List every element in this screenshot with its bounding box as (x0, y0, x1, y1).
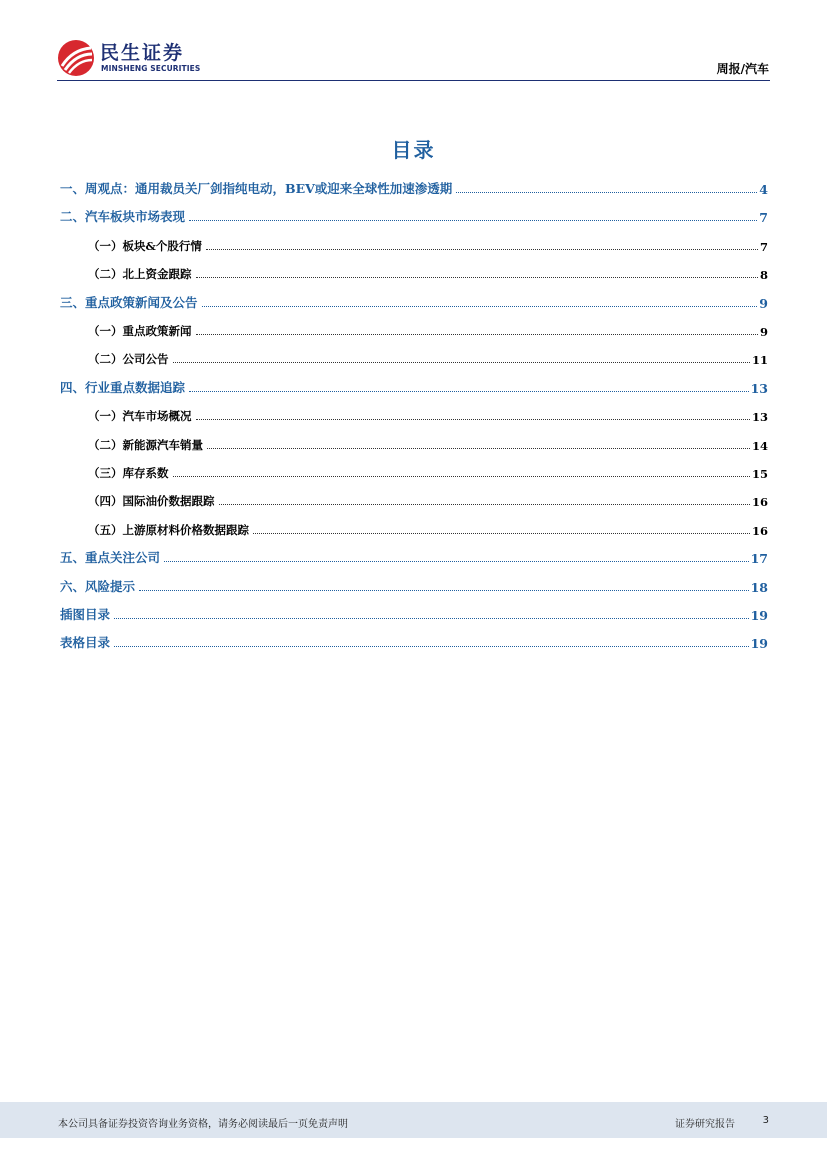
toc-entry-page: 7 (759, 210, 768, 225)
page-footer (0, 1102, 827, 1138)
toc-entry-page: 13 (751, 410, 768, 424)
toc-entry[interactable] (60, 605, 768, 623)
company-logo (57, 36, 217, 80)
toc-entry-page: 16 (751, 495, 768, 509)
toc-dot-leader (206, 249, 758, 250)
toc-entry[interactable] (60, 207, 768, 225)
toc-entry[interactable] (88, 520, 768, 538)
minsheng-logo-icon (57, 39, 95, 77)
toc-dot-leader (196, 419, 750, 420)
toc-entry-page: 15 (751, 467, 768, 481)
toc-entry-page: 19 (750, 608, 768, 623)
toc-dot-leader (189, 220, 757, 221)
toc-dot-leader (114, 618, 749, 619)
toc-entry[interactable] (60, 633, 768, 651)
toc-title: 目录 (391, 138, 436, 162)
toc-entry-label: 二、汽车板块市场表现 (60, 209, 186, 224)
toc-entry-page: 9 (759, 325, 768, 339)
toc-entry-label: （二）北上资金跟踪 (88, 267, 192, 281)
toc-entry-page: 4 (759, 182, 768, 197)
toc-entry[interactable] (88, 236, 768, 254)
toc-entry-label: （三）库存系数 (88, 466, 169, 480)
toc-entry-label: （一）汽车市场概况 (88, 409, 192, 423)
toc-entry-label: 五、重点关注公司 (60, 550, 161, 565)
toc-entry-page: 7 (759, 240, 768, 254)
toc-dot-leader (207, 448, 750, 449)
header-divider (57, 80, 770, 81)
toc-entry[interactable] (88, 491, 768, 509)
toc-entry[interactable] (88, 349, 768, 367)
page-header (0, 0, 827, 90)
toc-entry-page: 8 (759, 268, 768, 282)
logo-chinese-name: 民生证券 (100, 42, 185, 64)
toc-entry-label: （二）公司公告 (88, 352, 169, 366)
toc-entry-page: 9 (759, 296, 768, 311)
toc-entry-page: 16 (751, 524, 768, 538)
toc-entry-label: 表格目录 (60, 635, 111, 650)
toc-entry[interactable] (60, 577, 768, 595)
toc-dot-leader (173, 362, 750, 363)
toc-entry[interactable] (88, 435, 768, 453)
toc-entry-label: （二）新能源汽车销量 (88, 438, 203, 452)
toc-entry[interactable] (88, 463, 768, 481)
toc-dot-leader (173, 476, 750, 477)
toc-entry-label: （一）板块&个股行情 (88, 239, 202, 253)
toc-entry[interactable] (88, 406, 768, 424)
toc-dot-leader (189, 391, 749, 392)
toc-entry-page: 13 (750, 381, 768, 396)
toc-dot-leader (196, 334, 758, 335)
toc-entry-label: 一、周观点：通用裁员关厂剑指纯电动，BEV或迎来全球性加速渗透期 (60, 181, 453, 196)
footer-doc-type: 证券研究报告 (675, 1119, 735, 1130)
toc-entry-label: 四、行业重点数据追踪 (60, 380, 186, 395)
toc-entry-page: 14 (751, 439, 768, 453)
toc-entry[interactable] (88, 321, 768, 339)
toc-entry-label: （一）重点政策新闻 (88, 324, 192, 338)
toc-entry-label: 六、风险提示 (60, 579, 136, 594)
toc-entry-label: 插图目录 (60, 607, 111, 622)
toc-entry-page: 17 (750, 551, 768, 566)
toc-entry-label: （四）国际油价数据跟踪 (88, 494, 215, 508)
toc-entry[interactable] (60, 179, 768, 197)
footer-page-number: 3 (762, 1115, 769, 1126)
toc-entry-page: 18 (750, 580, 768, 595)
toc-dot-leader (164, 561, 749, 562)
toc-entry-page: 11 (751, 353, 768, 367)
toc-entry[interactable] (60, 548, 768, 566)
toc-entry[interactable] (88, 264, 768, 282)
toc-dot-leader (139, 590, 749, 591)
toc-dot-leader (114, 646, 749, 647)
toc-entry[interactable] (60, 293, 768, 311)
toc-dot-leader (196, 277, 758, 278)
toc-entry-page: 19 (750, 636, 768, 651)
toc-dot-leader (456, 192, 757, 193)
toc-dot-leader (253, 533, 750, 534)
toc-entry-label: 三、重点政策新闻及公告 (60, 295, 198, 310)
toc-dot-leader (202, 306, 758, 307)
footer-disclaimer: 本公司具备证券投资咨询业务资格，请务必阅读最后一页免责声明 (58, 1119, 348, 1130)
toc-entry-label: （五）上游原材料价格数据跟踪 (88, 523, 249, 537)
toc-dot-leader (219, 504, 750, 505)
report-type-label: 周报/汽车 (716, 62, 769, 76)
logo-english-name: MINSHENG SECURITIES (101, 64, 201, 73)
toc-entry[interactable] (60, 378, 768, 396)
